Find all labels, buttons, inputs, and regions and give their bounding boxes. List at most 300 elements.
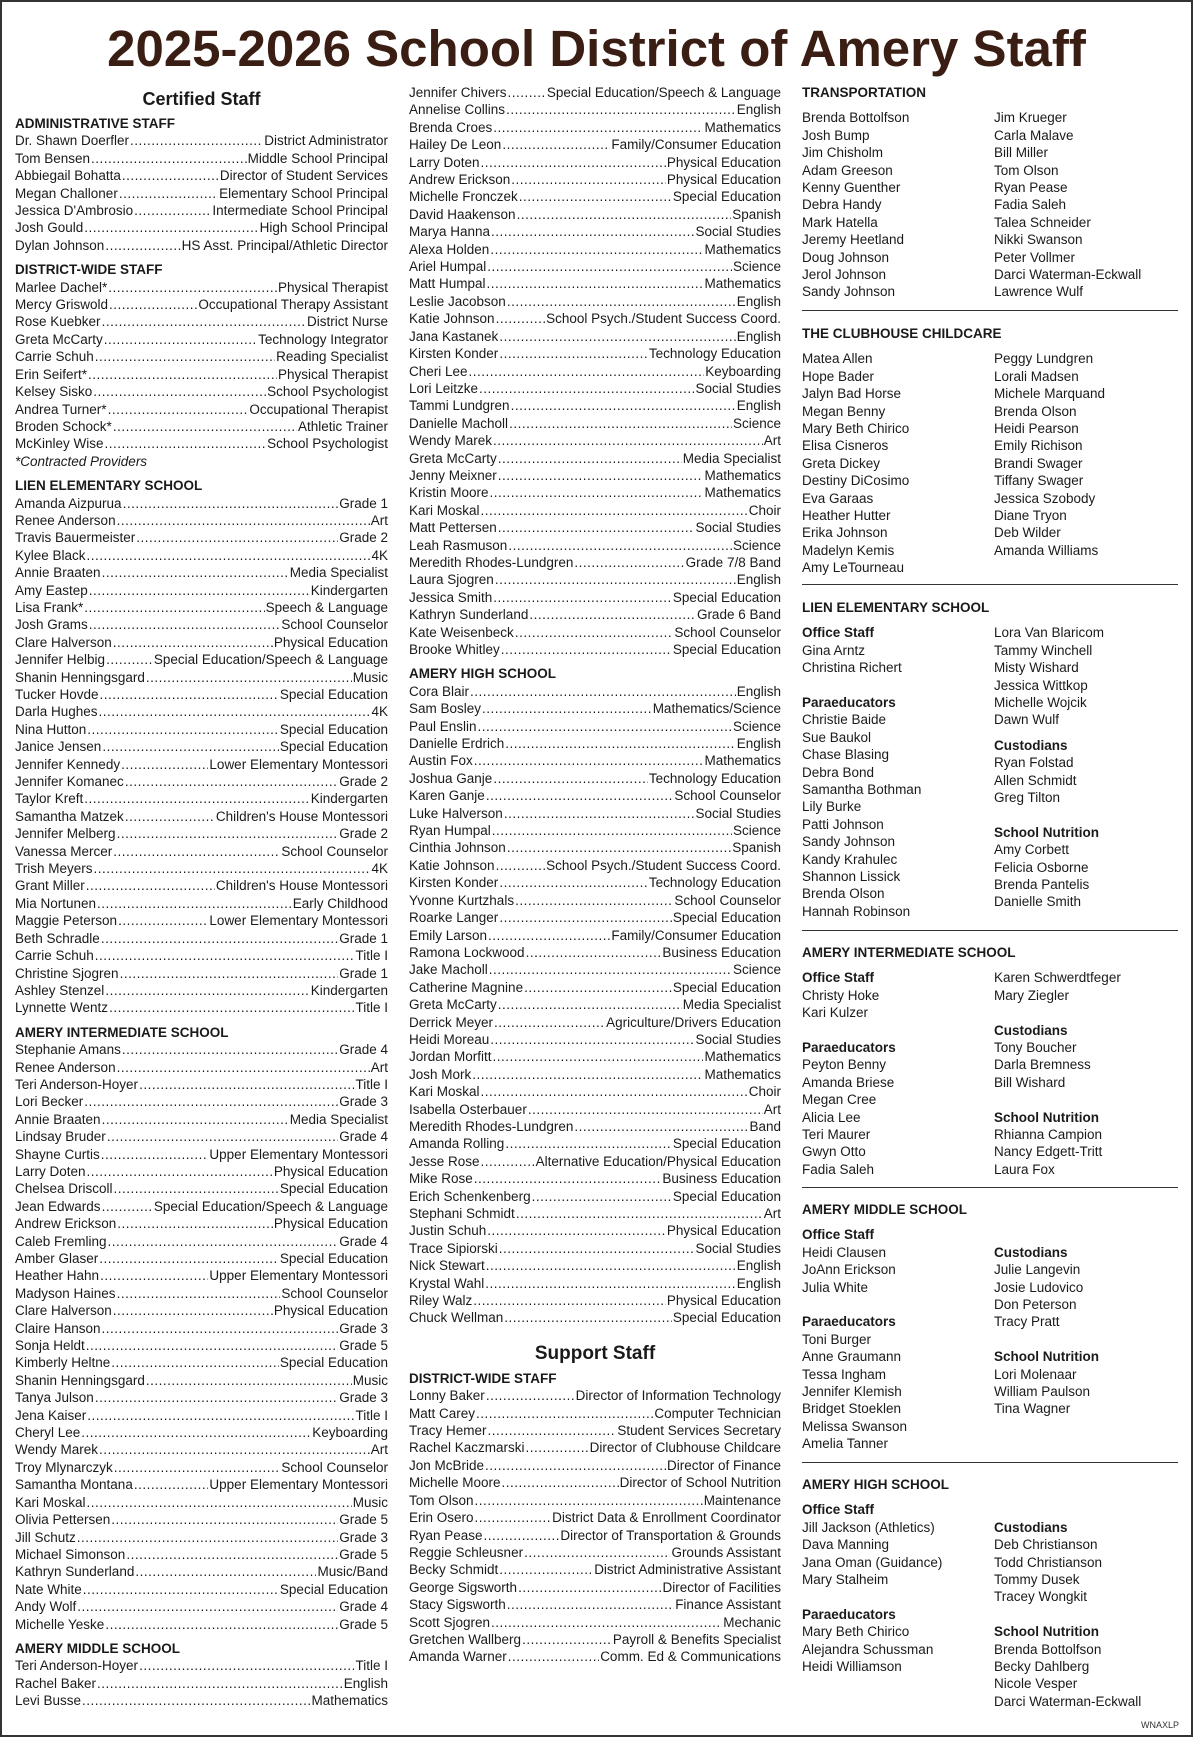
staff-row bbox=[15, 132, 388, 149]
staff-row bbox=[409, 101, 781, 118]
staff-role: Keyboarding bbox=[705, 363, 781, 379]
staff-row bbox=[15, 1128, 388, 1145]
staff-role: Upper Elementary Montessori bbox=[209, 1268, 388, 1284]
staff-row bbox=[15, 965, 388, 982]
staff-name: Doug Johnson bbox=[802, 249, 890, 265]
staff-name: Tracy Pratt bbox=[994, 1314, 1060, 1330]
staff-role: English bbox=[736, 1275, 781, 1291]
dot-leader bbox=[111, 1511, 338, 1528]
dot-leader bbox=[87, 1163, 273, 1180]
staff-role: English bbox=[343, 1675, 388, 1691]
column-certified-staff bbox=[15, 84, 388, 1710]
staff-name: Olivia Pettersen bbox=[15, 1512, 111, 1528]
staff-role: Physical Education bbox=[273, 1303, 388, 1319]
staff-name: Alexa Holden bbox=[409, 241, 490, 257]
dot-leader bbox=[492, 822, 732, 839]
staff-row bbox=[409, 310, 781, 327]
staff-role: Mathematics bbox=[704, 753, 781, 769]
dot-leader bbox=[146, 1372, 352, 1389]
staff-name: Shanin Henningsgard bbox=[15, 1372, 145, 1388]
staff-role: Director of Finance bbox=[666, 1457, 781, 1473]
staff-row bbox=[409, 752, 781, 769]
staff-row bbox=[409, 1031, 781, 1048]
staff-name: Luke Halverson bbox=[409, 805, 503, 821]
staff-name: Emily Larson bbox=[409, 927, 488, 943]
staff-row bbox=[409, 554, 781, 571]
staff-role: Science bbox=[732, 537, 781, 553]
staff-name: Cheryl Lee bbox=[15, 1425, 81, 1441]
staff-row bbox=[15, 930, 388, 947]
dot-leader bbox=[105, 1616, 338, 1633]
staff-row bbox=[409, 996, 781, 1013]
dot-leader bbox=[481, 154, 666, 171]
staff-row bbox=[409, 606, 781, 623]
staff-role: Special Education bbox=[279, 1355, 388, 1371]
staff-row bbox=[409, 380, 781, 397]
staff-name: Megan Cree bbox=[802, 1092, 877, 1108]
staff-name: Rose Kuebker bbox=[15, 314, 101, 330]
staff-role: School Counselor bbox=[674, 892, 781, 908]
staff-role: Grade 3 bbox=[339, 1320, 388, 1336]
staff-role: Special Education bbox=[672, 642, 781, 657]
staff-row bbox=[409, 275, 781, 292]
staff-name: Krystal Wahl bbox=[409, 1275, 485, 1291]
dot-leader bbox=[88, 366, 277, 383]
staff-row bbox=[15, 1546, 388, 1563]
staff-row bbox=[409, 241, 781, 258]
dot-leader bbox=[488, 927, 610, 944]
staff-name: Tina Wagner bbox=[994, 1401, 1071, 1417]
dot-leader bbox=[146, 669, 352, 686]
staff-row bbox=[15, 1598, 388, 1615]
staff-role: Grade 1 bbox=[339, 495, 388, 511]
staff-role: Athletic Trainer bbox=[297, 418, 388, 434]
intermediate-office-label: Office Staff bbox=[802, 970, 875, 986]
staff-row bbox=[15, 401, 388, 418]
staff-row bbox=[15, 703, 388, 720]
dot-leader bbox=[89, 582, 310, 599]
staff-name: Greta McCarty bbox=[15, 331, 103, 347]
dot-leader bbox=[86, 1337, 338, 1354]
staff-name: Maggie Peterson bbox=[15, 913, 118, 929]
dot-leader bbox=[491, 223, 694, 240]
dot-leader bbox=[475, 1509, 552, 1526]
staff-row bbox=[15, 1041, 388, 1058]
dot-leader bbox=[506, 101, 736, 118]
staff-name: Katie Johnson bbox=[409, 857, 495, 873]
staff-role: Mechanic bbox=[723, 1614, 781, 1630]
staff-row bbox=[15, 773, 388, 790]
staff-name: Dr. Shawn Doerfler bbox=[15, 133, 130, 149]
dot-leader bbox=[95, 348, 275, 365]
staff-row bbox=[15, 1511, 388, 1528]
staff-name: Sue Baukol bbox=[802, 729, 872, 745]
staff-row bbox=[409, 979, 781, 996]
staff-name: Caleb Fremling bbox=[15, 1233, 107, 1249]
staff-row bbox=[409, 683, 781, 700]
staff-name: Jennifer Kennedy bbox=[15, 756, 121, 772]
staff-row bbox=[15, 1692, 388, 1709]
staff-name: Sam Bosley bbox=[409, 701, 482, 717]
staff-role: Middle School Principal bbox=[247, 150, 388, 166]
staff-name: Amanda Rolling bbox=[409, 1136, 505, 1152]
staff-name: Josh Gould bbox=[15, 220, 84, 236]
staff-role: Special Education bbox=[672, 589, 781, 605]
dot-leader bbox=[84, 790, 309, 807]
staff-role: Art bbox=[370, 1442, 388, 1458]
staff-name: Brenda Olson bbox=[994, 403, 1077, 419]
staff-role: Kindergarten bbox=[310, 982, 388, 998]
staff-row bbox=[409, 119, 781, 136]
staff-role: Student Services Secretary bbox=[617, 1423, 781, 1439]
staff-name: Hope Bader bbox=[802, 368, 875, 384]
staff-role: Grade 3 bbox=[339, 1390, 388, 1406]
staff-name: Greg Tilton bbox=[994, 790, 1061, 806]
staff-role: Comm. Ed & Communications bbox=[600, 1649, 781, 1665]
dot-leader bbox=[496, 310, 546, 327]
dot-leader bbox=[102, 1198, 153, 1215]
staff-name: Carrie Schuh bbox=[15, 349, 94, 365]
dot-leader bbox=[117, 1059, 370, 1076]
dot-leader bbox=[502, 136, 610, 153]
staff-name: Kenny Guenther bbox=[802, 180, 901, 196]
staff-row bbox=[15, 808, 388, 825]
middle-para-label: Paraeducators bbox=[802, 1314, 896, 1330]
dot-leader bbox=[114, 1459, 281, 1476]
dot-leader bbox=[102, 738, 279, 755]
staff-role: Title I bbox=[355, 1658, 388, 1674]
staff-row bbox=[15, 1059, 388, 1076]
staff-role: School Psychologist bbox=[267, 436, 388, 452]
column-certified-support bbox=[409, 84, 781, 1666]
middle-support-title: AMERY MIDDLE SCHOOL bbox=[802, 1202, 968, 1217]
dot-leader bbox=[491, 1614, 722, 1631]
staff-role: Physical Education bbox=[666, 1293, 781, 1309]
staff-name: Debra Handy bbox=[802, 197, 882, 213]
staff-name: Kari Moskal bbox=[15, 1494, 86, 1510]
staff-role: Grade 4 bbox=[339, 1599, 388, 1615]
middle-nutr-list bbox=[994, 1366, 1178, 1418]
staff-row bbox=[15, 495, 388, 512]
staff-name: Matt Humpal bbox=[409, 276, 486, 292]
divider bbox=[802, 1187, 1178, 1188]
staff-name: Tammi Lundgren bbox=[409, 398, 510, 414]
staff-name: Lily Burke bbox=[802, 799, 862, 815]
staff-role: School Counselor bbox=[674, 788, 781, 804]
staff-row bbox=[15, 1494, 388, 1511]
staff-role: Media Specialist bbox=[289, 565, 388, 581]
staff-name: Ramona Lockwood bbox=[409, 944, 525, 960]
staff-row bbox=[15, 1476, 388, 1493]
staff-name: Jennifer Melberg bbox=[15, 826, 116, 842]
staff-role: School Counselor bbox=[674, 624, 781, 640]
staff-row bbox=[409, 1083, 781, 1100]
staff-name: Sandy Johnson bbox=[802, 284, 896, 300]
staff-name: Don Peterson bbox=[994, 1297, 1077, 1313]
staff-name: Erin Seifert* bbox=[15, 366, 88, 382]
staff-row bbox=[409, 1596, 781, 1613]
staff-name: Heidi Clausen bbox=[802, 1244, 887, 1260]
staff-row bbox=[409, 171, 781, 188]
staff-name: Ryan Humpal bbox=[409, 823, 491, 839]
staff-name: Rachel Baker bbox=[15, 1675, 97, 1691]
staff-name: Cheri Lee bbox=[409, 363, 468, 379]
dot-leader bbox=[498, 450, 682, 467]
staff-name: McKinley Wise bbox=[15, 436, 104, 452]
staff-name: Kelsey Sisko bbox=[15, 384, 93, 400]
staff-name: Tracy Hemer bbox=[409, 1423, 487, 1439]
staff-role: Grade 2 bbox=[339, 530, 388, 546]
support-staff-heading: Support Staff bbox=[534, 1342, 656, 1364]
staff-name: Karen Ganje bbox=[409, 788, 485, 804]
middle-office-list bbox=[802, 1244, 994, 1296]
staff-name: Patti Johnson bbox=[802, 816, 884, 832]
dot-leader bbox=[526, 944, 662, 961]
staff-row bbox=[15, 947, 388, 964]
staff-row bbox=[409, 641, 781, 658]
support-district-title: DISTRICT-WIDE STAFF bbox=[409, 1370, 557, 1386]
dot-leader bbox=[135, 1563, 316, 1580]
staff-name: Julie Langevin bbox=[994, 1262, 1081, 1278]
intermediate-para-list bbox=[802, 1056, 994, 1178]
staff-row bbox=[409, 1309, 781, 1326]
support-district-list bbox=[409, 1387, 781, 1666]
staff-name: Dylan Johnson bbox=[15, 237, 105, 253]
staff-name: Leslie Jacobson bbox=[409, 293, 506, 309]
staff-role: Grade 5 bbox=[339, 1546, 388, 1562]
middle-staff-list bbox=[15, 1657, 388, 1709]
dot-leader bbox=[113, 1302, 273, 1319]
staff-name: Scott Sjogren bbox=[409, 1614, 491, 1630]
staff-row bbox=[15, 1233, 388, 1250]
staff-name: Alejandra Schussman bbox=[802, 1641, 934, 1657]
dot-leader bbox=[487, 275, 704, 292]
staff-row bbox=[15, 167, 388, 184]
staff-name: Eva Garaas bbox=[802, 490, 874, 506]
dot-leader bbox=[504, 805, 695, 822]
watermark-code: WNAXLP bbox=[1140, 1720, 1179, 1730]
staff-row bbox=[409, 1066, 781, 1083]
staff-name: Kari Moskal bbox=[409, 502, 480, 518]
staff-row bbox=[409, 1527, 781, 1544]
staff-name: Jon McBride bbox=[409, 1457, 485, 1473]
staff-role: Intermediate School Principal bbox=[212, 203, 388, 219]
staff-name: Madyson Haines bbox=[15, 1285, 116, 1301]
intermediate-staff-title: AMERY INTERMEDIATE SCHOOL bbox=[15, 1024, 229, 1040]
clubhouse-right-list bbox=[994, 350, 1178, 576]
staff-role: Art bbox=[763, 1101, 781, 1117]
dot-leader bbox=[498, 467, 704, 484]
staff-name: Ryan Folstad bbox=[994, 755, 1074, 771]
middle-cust-list bbox=[994, 1261, 1178, 1331]
staff-role: School Psychologist bbox=[267, 384, 388, 400]
staff-name: Amanda Briese bbox=[802, 1074, 895, 1090]
staff-name: Leah Rasmuson bbox=[409, 537, 508, 553]
staff-name: Amanda Aizpurua bbox=[15, 495, 122, 511]
staff-name: Jessica Smith bbox=[409, 589, 493, 605]
staff-row bbox=[409, 363, 781, 380]
dot-leader bbox=[123, 495, 339, 512]
staff-name: Erin Osero bbox=[409, 1510, 474, 1526]
staff-role: Lower Elementary Montessori bbox=[209, 913, 388, 929]
staff-name: Larry Doten bbox=[409, 154, 480, 170]
lien-nutr-label: School Nutrition bbox=[994, 824, 1099, 840]
staff-row bbox=[409, 822, 781, 839]
middle-nutr-label: School Nutrition bbox=[994, 1349, 1099, 1365]
staff-role: Special Education bbox=[672, 1188, 781, 1204]
staff-role: English bbox=[736, 572, 781, 588]
staff-role: Physical Therapist bbox=[277, 279, 388, 295]
staff-row bbox=[15, 1163, 388, 1180]
staff-row bbox=[409, 1205, 781, 1222]
staff-name: Darci Waterman-Eckwall bbox=[994, 267, 1142, 283]
dot-leader bbox=[100, 1267, 208, 1284]
staff-role: Physical Education bbox=[666, 172, 781, 188]
staff-role: Science bbox=[732, 718, 781, 734]
staff-role: Agriculture/Drivers Education bbox=[606, 1014, 781, 1030]
staff-row bbox=[409, 1101, 781, 1118]
staff-name: Michelle Yeske bbox=[15, 1616, 105, 1632]
staff-name: Shannon Lissick bbox=[802, 869, 901, 885]
dot-leader bbox=[99, 703, 371, 720]
staff-row bbox=[409, 1387, 781, 1404]
intermediate-office-list-right bbox=[994, 969, 1178, 1004]
staff-row bbox=[15, 1146, 388, 1163]
staff-row bbox=[15, 150, 388, 167]
staff-row bbox=[409, 84, 781, 101]
staff-row bbox=[409, 1048, 781, 1065]
staff-name: Brenda Olson bbox=[802, 886, 885, 902]
staff-role: Reading Specialist bbox=[276, 349, 388, 365]
staff-name: Lawrence Wulf bbox=[994, 284, 1084, 300]
staff-role: Choir bbox=[748, 502, 781, 518]
staff-name: Janice Jensen bbox=[15, 739, 102, 755]
staff-row bbox=[409, 892, 781, 909]
staff-role: Special Education bbox=[279, 739, 388, 755]
staff-name: Matea Allen bbox=[802, 351, 873, 367]
staff-row bbox=[15, 1529, 388, 1546]
lien-cust-label: Custodians bbox=[994, 737, 1068, 753]
staff-role: Title I bbox=[355, 1407, 388, 1423]
staff-name: Lorali Madsen bbox=[994, 368, 1079, 384]
staff-name: David Haakenson bbox=[409, 206, 516, 222]
staff-name: Tammy Winchell bbox=[994, 642, 1093, 658]
staff-name: Troy Mlynarczyk bbox=[15, 1459, 113, 1475]
staff-role: Director of Information Technology bbox=[575, 1388, 781, 1404]
dot-leader bbox=[87, 1494, 352, 1511]
staff-row bbox=[15, 860, 388, 877]
dot-leader bbox=[526, 1439, 589, 1456]
dot-leader bbox=[83, 1581, 279, 1598]
high-support-section bbox=[802, 1476, 1178, 1710]
dot-leader bbox=[487, 1222, 666, 1239]
staff-role: English bbox=[736, 293, 781, 309]
lien-office-list-right bbox=[994, 624, 1178, 728]
dot-leader bbox=[493, 1048, 704, 1065]
staff-role: Band bbox=[749, 1118, 781, 1134]
dot-leader bbox=[77, 1529, 338, 1546]
staff-name: Tessa Ingham bbox=[802, 1366, 887, 1382]
staff-role: Early Childhood bbox=[292, 895, 388, 911]
staff-role: Media Specialist bbox=[682, 450, 781, 466]
staff-role: Children's House Montessori bbox=[215, 878, 388, 894]
staff-name: Christina Richert bbox=[802, 660, 902, 676]
dot-leader bbox=[487, 258, 732, 275]
dot-leader bbox=[102, 564, 289, 581]
staff-name: Tracey Wongkit bbox=[994, 1589, 1088, 1605]
staff-name: Nick Stewart bbox=[409, 1258, 485, 1274]
staff-row bbox=[409, 1648, 781, 1665]
staff-name: Renee Anderson bbox=[15, 1059, 116, 1075]
staff-name: Amanda Williams bbox=[994, 542, 1099, 558]
staff-role: School Counselor bbox=[281, 617, 388, 633]
staff-row bbox=[15, 1657, 388, 1674]
staff-row bbox=[409, 624, 781, 641]
dot-leader bbox=[508, 84, 546, 101]
staff-row bbox=[409, 571, 781, 588]
staff-name: JoAnn Erickson bbox=[802, 1262, 896, 1278]
contracted-note: *Contracted Providers bbox=[15, 453, 148, 469]
staff-row bbox=[15, 366, 388, 383]
staff-name: Brenda Pantelis bbox=[994, 877, 1090, 893]
dot-leader bbox=[84, 1093, 338, 1110]
staff-name: Broden Schock* bbox=[15, 418, 112, 434]
staff-row bbox=[15, 1250, 388, 1267]
staff-row bbox=[409, 805, 781, 822]
staff-name: Tanya Julson bbox=[15, 1390, 94, 1406]
dot-leader bbox=[574, 1118, 748, 1135]
intermediate-nutr-list bbox=[994, 1126, 1178, 1178]
staff-name: Greta McCarty bbox=[409, 450, 497, 466]
staff-name: Joshua Ganje bbox=[409, 770, 493, 786]
staff-role: Business Education bbox=[662, 1171, 781, 1187]
staff-name: Elisa Cisneros bbox=[802, 438, 889, 454]
staff-name: Madelyn Kemis bbox=[802, 542, 895, 558]
staff-row bbox=[409, 1240, 781, 1257]
staff-role: Speech & Language bbox=[265, 599, 388, 615]
staff-role: Spanish bbox=[732, 206, 781, 222]
staff-role: Grade 1 bbox=[339, 965, 388, 981]
staff-name: Sonja Heldt bbox=[15, 1338, 85, 1354]
staff-role: Grade 7/8 Band bbox=[685, 554, 781, 570]
page-title: 2025-2026 School District of Amery Staff bbox=[107, 20, 1086, 77]
staff-row bbox=[15, 1616, 388, 1633]
staff-name: Paul Enslin bbox=[409, 718, 477, 734]
dot-leader bbox=[508, 537, 732, 554]
staff-role: Payroll & Benefits Specialist bbox=[612, 1631, 781, 1647]
dot-leader bbox=[498, 519, 695, 536]
staff-role: English bbox=[736, 683, 781, 699]
staff-row bbox=[409, 450, 781, 467]
staff-name: Renee Anderson bbox=[15, 512, 116, 528]
staff-row bbox=[15, 219, 388, 236]
dot-leader bbox=[117, 1215, 273, 1232]
staff-row bbox=[15, 1198, 388, 1215]
staff-name: Kathryn Sunderland bbox=[15, 1564, 135, 1580]
staff-name: Marlee Dachel* bbox=[15, 279, 108, 295]
staff-role: Kindergarten bbox=[310, 791, 388, 807]
staff-role: District Administrator bbox=[264, 133, 388, 149]
staff-row bbox=[15, 1180, 388, 1197]
staff-name: Katie Johnson bbox=[409, 311, 495, 327]
dot-leader bbox=[501, 641, 672, 658]
dot-leader bbox=[481, 1153, 535, 1170]
staff-name: Kylee Black bbox=[15, 547, 86, 563]
staff-name: Heather Hahn bbox=[15, 1268, 100, 1284]
dot-leader bbox=[81, 1424, 311, 1441]
staff-role: Special Education bbox=[672, 979, 781, 995]
staff-name: Kari Kulzer bbox=[802, 1005, 869, 1021]
